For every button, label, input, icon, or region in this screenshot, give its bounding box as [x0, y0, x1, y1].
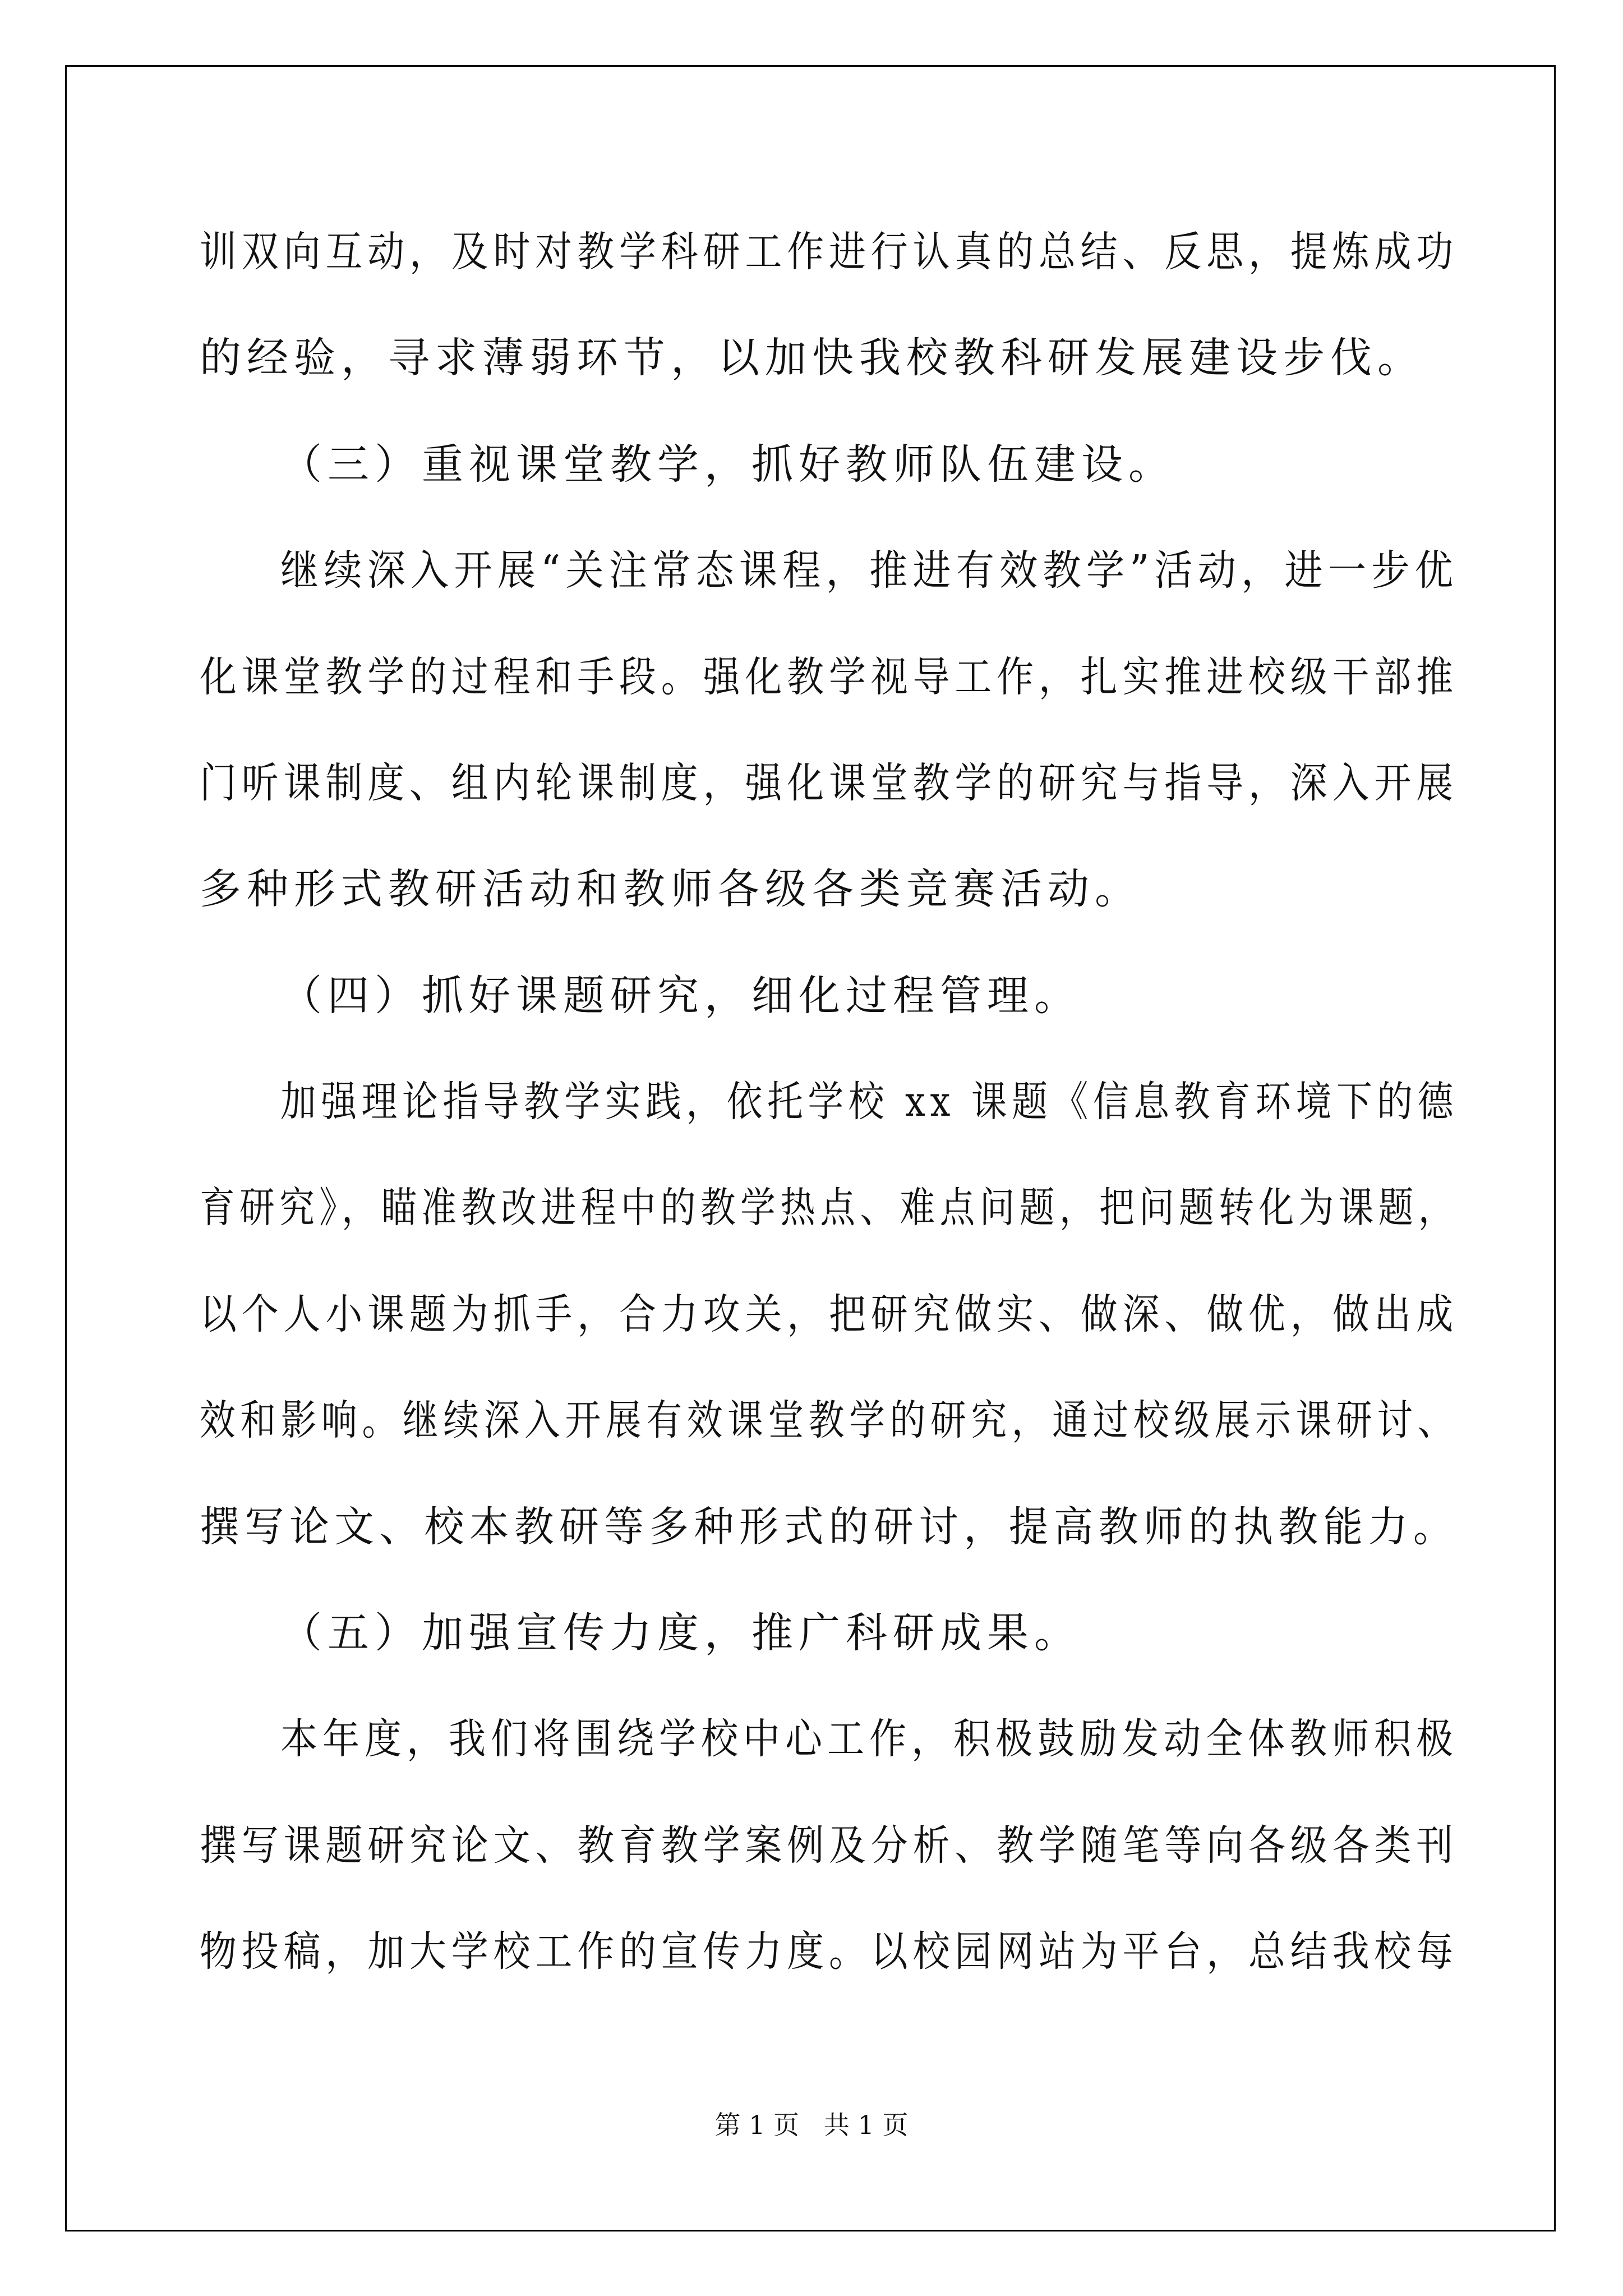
body-line-6: 门听课制度、组内轮课制度，强化课堂教学的研究与指导，深入开展	[200, 759, 1458, 807]
section-heading-4: （四）抓好课题研究，细化过程管理。	[280, 972, 1081, 1020]
body-line-7: 多种形式教研活动和教师各级各类竞赛活动。	[200, 865, 1142, 913]
body-line-13: 撰写论文、校本教研等多种形式的研讨，提高教师的执教能力。	[200, 1503, 1458, 1551]
body-line-15: 本年度，我们将围绕学校中心工作，积极鼓励发动全体教师积极	[280, 1715, 1458, 1763]
body-line-1: 训双向互动，及时对教学科研工作进行认真的总结、反思，提炼成功	[200, 228, 1458, 276]
body-line-9: 加强理论指导教学实践，依托学校 xx 课题《信息教育环境下的德	[280, 1078, 1458, 1126]
page-border	[65, 65, 1556, 2231]
body-line-5: 化课堂教学的过程和手段。强化教学视导工作，扎实推进校级干部推	[200, 653, 1458, 701]
body-line-11: 以个人小课题为抓手，合力攻关，把研究做实、做深、做优，做出成	[200, 1290, 1458, 1338]
body-line-16: 撰写课题研究论文、教育教学案例及分析、教学随笔等向各级各类刊	[200, 1821, 1458, 1870]
body-line-10: 育研究》，瞄准教改进程中的教学热点、难点问题，把问题转化为课题，	[200, 1184, 1458, 1232]
section-heading-5: （五）加强宣传力度，推广科研成果。	[280, 1609, 1081, 1657]
page-number-footer: 第 1 页 共 1 页	[714, 2110, 909, 2140]
body-line-2: 的经验，寻求薄弱环节，以加快我校教科研发展建设步伐。	[200, 334, 1424, 382]
section-heading-3: （三）重视课堂教学，抓好教师队伍建设。	[280, 440, 1175, 489]
body-line-4: 继续深入开展“关注常态课程，推进有效教学”活动，进一步优	[280, 546, 1458, 595]
body-line-17: 物投稿，加大学校工作的宣传力度。以校园网站为平台，总结我校每	[200, 1927, 1458, 1976]
body-line-12: 效和影响。继续深入开展有效课堂教学的研究，通过校级展示课研讨、	[200, 1396, 1458, 1444]
